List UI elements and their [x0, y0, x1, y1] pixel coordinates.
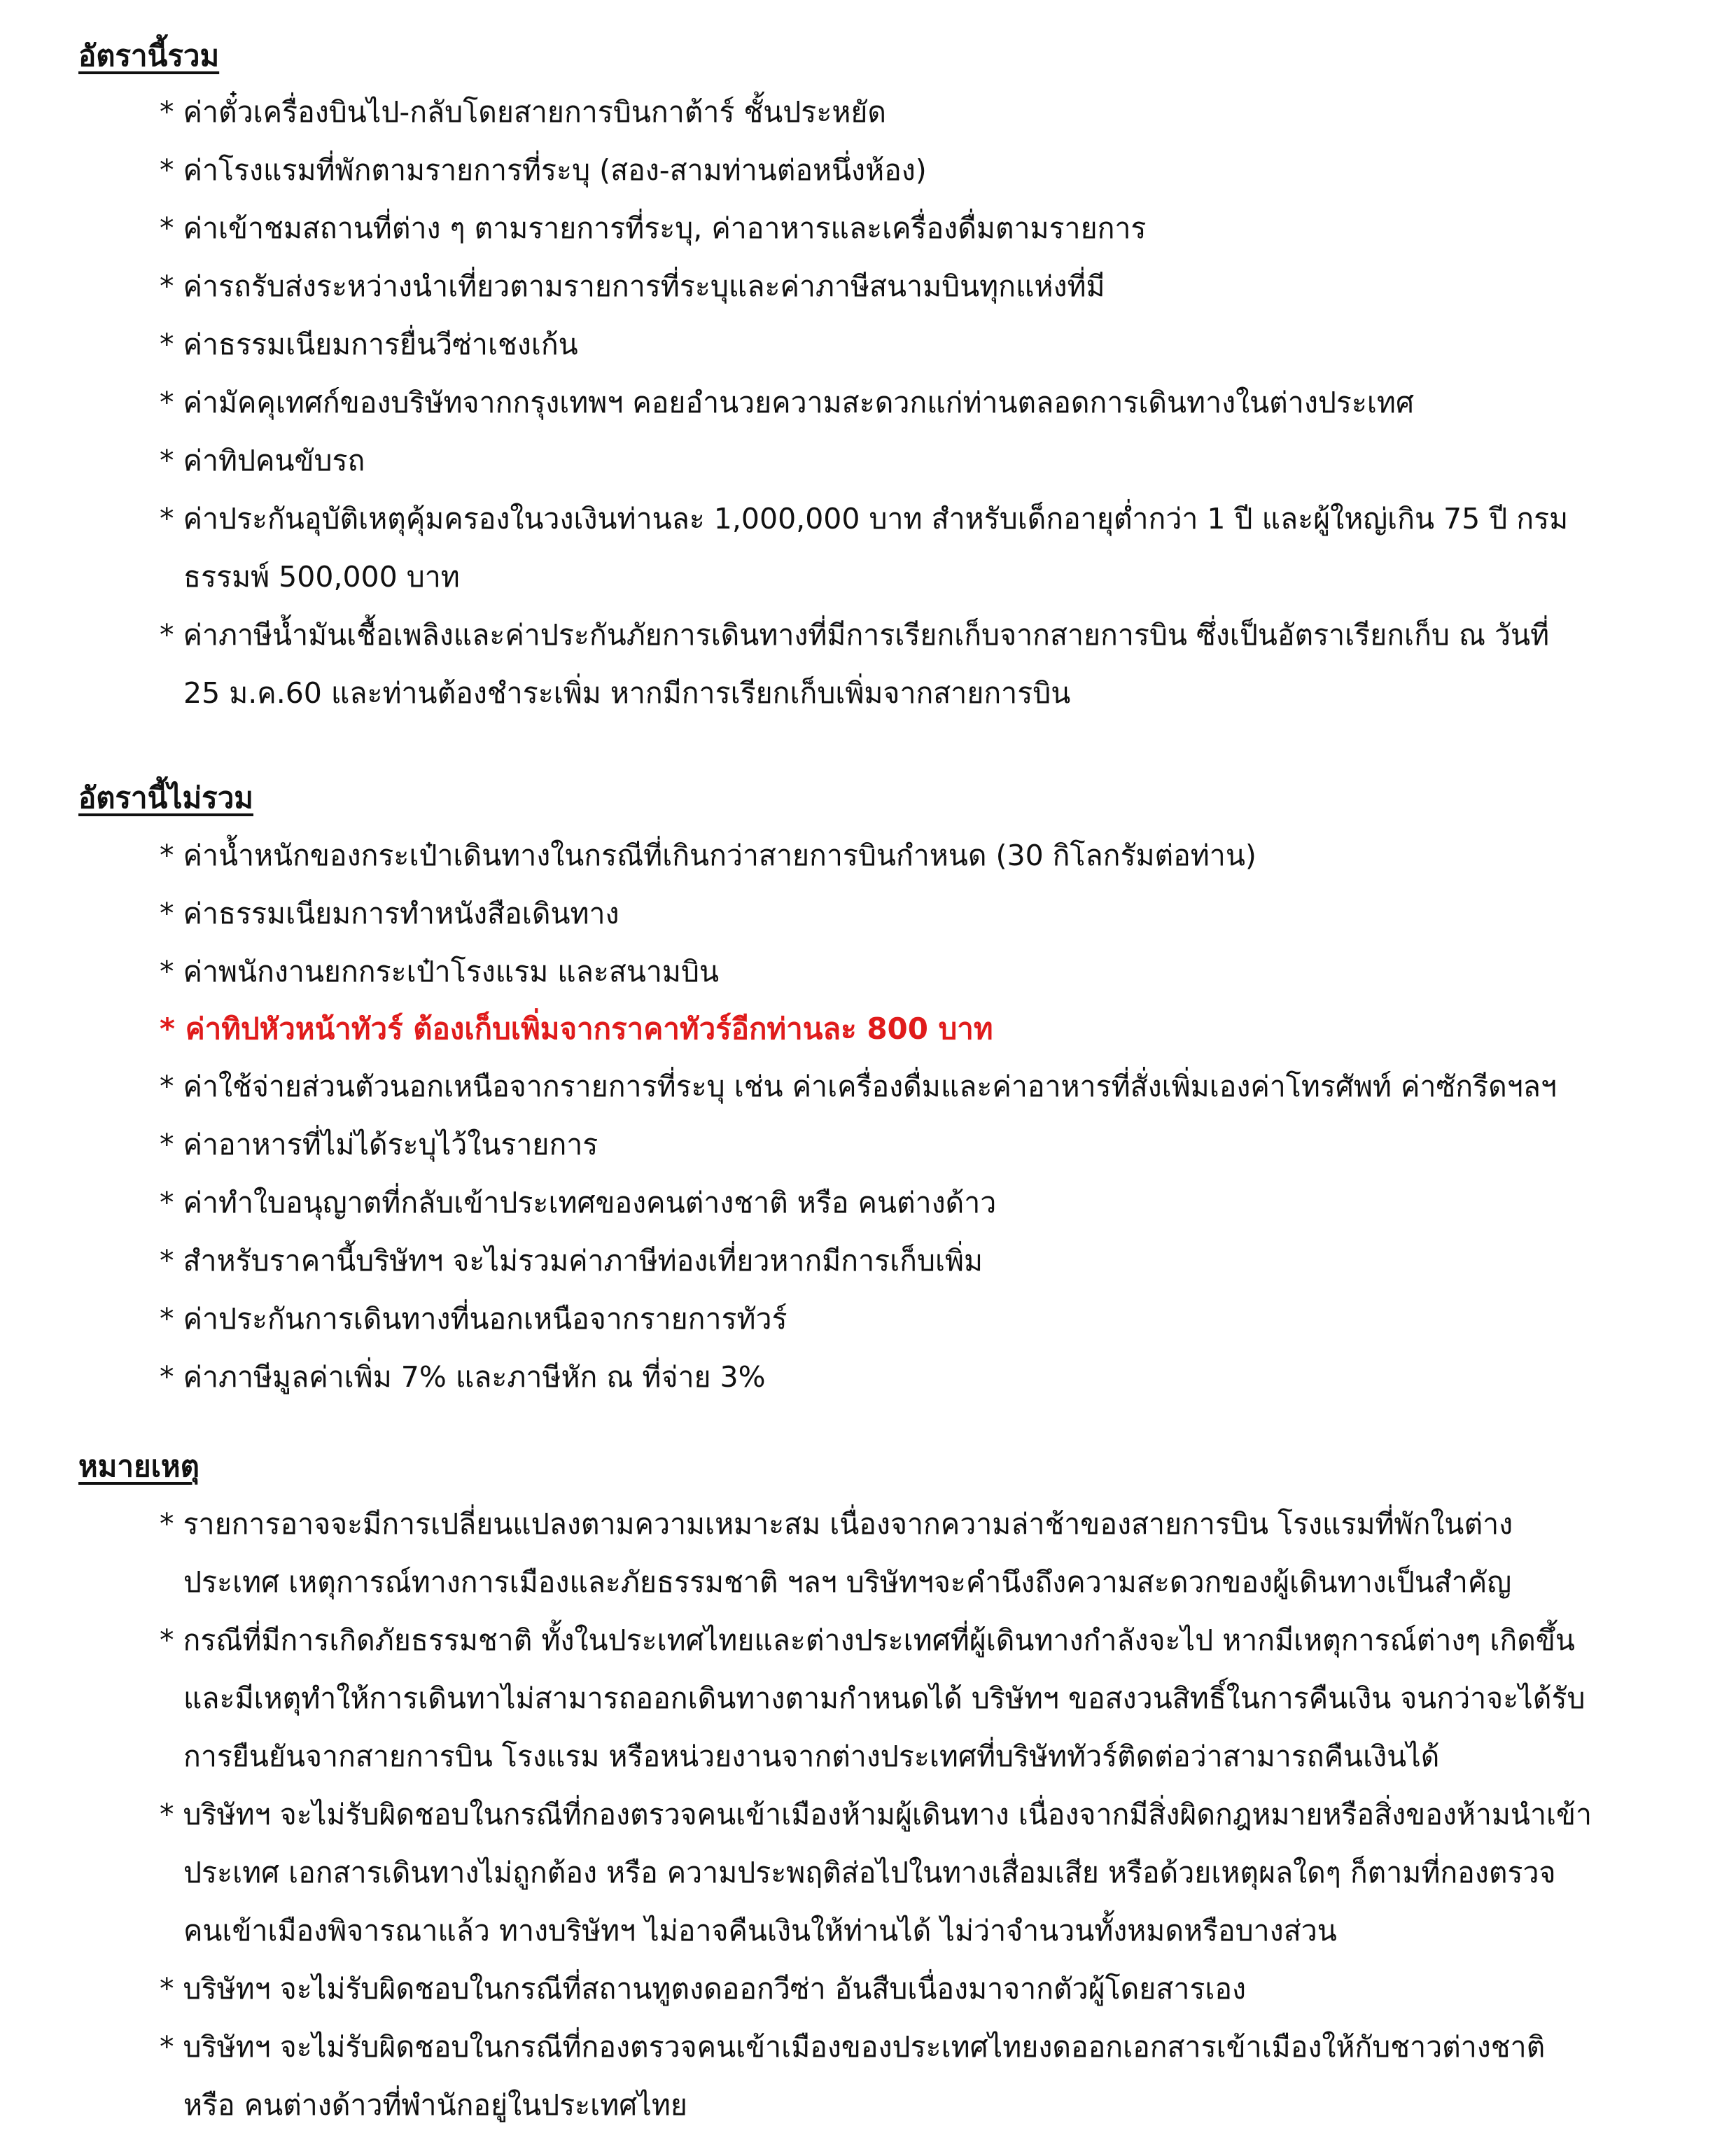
- excluded-item: * ค่าน้ำหนักของกระเป๋าเดินทางในกรณีที่เกินกว่าสายการบินกำหนด (30 กิโลกรัมต่อท่าน): [160, 839, 1256, 872]
- included-item: * ค่าประกันอุบัติเหตุคุ้มครองในวงเงินท่านละ 1,000,000 บาท สำหรับเด็กอายุต่ำกว่า 1 ปี และผู้ใหญ่เกิน 75 ปี กรม: [160, 502, 1569, 536]
- excluded-item: * ค่าทำใบอนุญาตที่กลับเข้าประเทศของคนต่างชาติ หรือ คนต่างด้าว: [160, 1186, 997, 1219]
- notes-item: * กรณีที่มีการเกิดภัยธรรมชาติ ทั้งในประเทศไทยและต่างประเทศที่ผู้เดินทางกำลังจะไป หากมีเหตุการณ์ต่างๆ เกิดขึ้น: [160, 1623, 1575, 1657]
- notes-item-continuation: การยืนยันจากสายการบิน โรงแรม หรือหน่วยงานจากต่างประเทศที่บริษัททัวร์ติดต่อว่าสามารถคืนเงินได้: [183, 1740, 1440, 1773]
- notes-item-continuation: คนเข้าเมืองพิจารณาแล้ว ทางบริษัทฯ ไม่อาจคืนเงินให้ท่านได้ ไม่ว่าจำนวนทั้งหมดหรือบางส่วน: [183, 1914, 1337, 1947]
- notes-item-continuation: ประเทศ เอกสารเดินทางไม่ถูกต้อง หรือ ความประพฤติส่อไปในทางเสื่อมเสีย หรือด้วยเหตุผลใดๆ ก็ตามที่กองตรวจ: [183, 1856, 1556, 1889]
- excluded-item: * ค่าประกันการเดินทางที่นอกเหนือจากรายการทัวร์: [160, 1302, 788, 1336]
- included-item: * ค่าทิปคนขับรถ: [160, 444, 365, 477]
- included-item: * ค่าตั๋วเครื่องบินไป-กลับโดยสายการบินกาต้าร์ ชั้นประหยัด: [160, 95, 887, 129]
- notes-item: * บริษัทฯ จะไม่รับผิดชอบในกรณีที่กองตรวจคนเข้าเมืองห้ามผู้เดินทาง เนื่องจากมีสิ่งผิดกฎหมายหรือสิ่งของห้ามนำเข้า: [160, 1798, 1592, 1831]
- excluded-item: * สำหรับราคานี้บริษัทฯ จะไม่รวมค่าภาษีท่องเที่ยวหากมีการเก็บเพิ่ม: [160, 1244, 983, 1278]
- notes-item-continuation: หรือ คนต่างด้าวที่พำนักอยู่ในประเทศไทย: [183, 2088, 687, 2122]
- excluded-item: * ค่าใช้จ่ายส่วนตัวนอกเหนือจากรายการที่ระบุ เช่น ค่าเครื่องดื่มและค่าอาหารที่สั่งเพิ่มเองค่าโทรศัพท์ ค่าซักรีดฯลฯ: [160, 1070, 1557, 1103]
- included-item: * ค่ามัคคุเทศก์ของบริษัทจากกรุงเทพฯ คอยอำนวยความสะดวกแก่ท่านตลอดการเดินทางในต่างประเทศ: [160, 386, 1414, 419]
- included-item: * ค่าธรรมเนียมการยื่นวีซ่าเชงเก้น: [160, 328, 578, 361]
- notes-item: * บริษัทฯ จะไม่รับผิดชอบในกรณีที่สถานทูตงดออกวีซ่า อันสืบเนื่องมาจากตัวผู้โดยสารเอง: [160, 1972, 1247, 2006]
- included-item: * ค่ารถรับส่งระหว่างนำเที่ยวตามรายการที่ระบุและค่าภาษีสนามบินทุกแห่งที่มี: [160, 270, 1105, 303]
- included-heading: อัตรานี้รวม: [78, 39, 220, 73]
- excluded-item-highlight: * ค่าทิปหัวหน้าทัวร์ ต้องเก็บเพิ่มจากราคาทัวร์อีกท่านละ 800 บาท: [160, 1012, 993, 1046]
- notes-item-continuation: และมีเหตุทำให้การเดินทาไม่สามารถออกเดินทางตามกำหนดได้ บริษัทฯ ขอสงวนสิทธิ์ในการคืนเงิน จนกว่าจะได้รับ: [183, 1681, 1586, 1715]
- notes-item: * บริษัทฯ จะไม่รับผิดชอบในกรณีที่กองตรวจคนเข้าเมืองของประเทศไทยงดออกเอกสารเข้าเมืองให้กับชาวต่างชาติ: [160, 2030, 1546, 2064]
- included-item: * ค่าเข้าชมสถานที่ต่าง ๆ ตามรายการที่ระบุ, ค่าอาหารและเครื่องดื่มตามรายการ: [160, 211, 1147, 245]
- excluded-heading: อัตรานี้ไม่รวม: [78, 781, 253, 815]
- included-item-continuation: ธรรมพ์ 500,000 บาท: [183, 560, 460, 594]
- notes-item-continuation: ประเทศ เหตุการณ์ทางการเมืองและภัยธรรมชาติ ฯลฯ บริษัทฯจะคำนึงถึงความสะดวกของผู้เดินทางเป็นสำคัญ: [183, 1565, 1512, 1599]
- included-item: * ค่าโรงแรมที่พักตามรายการที่ระบุ (สอง-สามท่านต่อหนึ่งห้อง): [160, 153, 927, 187]
- notes-item: * รายการอาจจะมีการเปลี่ยนแปลงตามความเหมาะสม เนื่องจากความล่าช้าของสายการบิน โรงแรมที่พักในต่าง: [160, 1507, 1513, 1541]
- notes-heading: หมายเหตุ: [78, 1449, 200, 1483]
- excluded-item: * ค่าอาหารที่ไม่ได้ระบุไว้ในรายการ: [160, 1128, 598, 1161]
- excluded-item: * ค่าธรรมเนียมการทำหนังสือเดินทาง: [160, 897, 620, 930]
- included-item: * ค่าภาษีน้ำมันเชื้อเพลิงและค่าประกันภัยการเดินทางที่มีการเรียกเก็บจากสายการบิน ซึ่งเป็นอัตราเรียกเก็บ ณ วันที่: [160, 618, 1550, 652]
- excluded-item: * ค่าพนักงานยกกระเป๋าโรงแรม และสนามบิน: [160, 955, 719, 988]
- included-item-continuation: 25 ม.ค.60 และท่านต้องชำระเพิ่ม หากมีการเรียกเก็บเพิ่มจากสายการบิน: [183, 676, 1071, 710]
- excluded-item: * ค่าภาษีมูลค่าเพิ่ม 7% และภาษีหัก ณ ที่จ่าย 3%: [160, 1360, 766, 1394]
